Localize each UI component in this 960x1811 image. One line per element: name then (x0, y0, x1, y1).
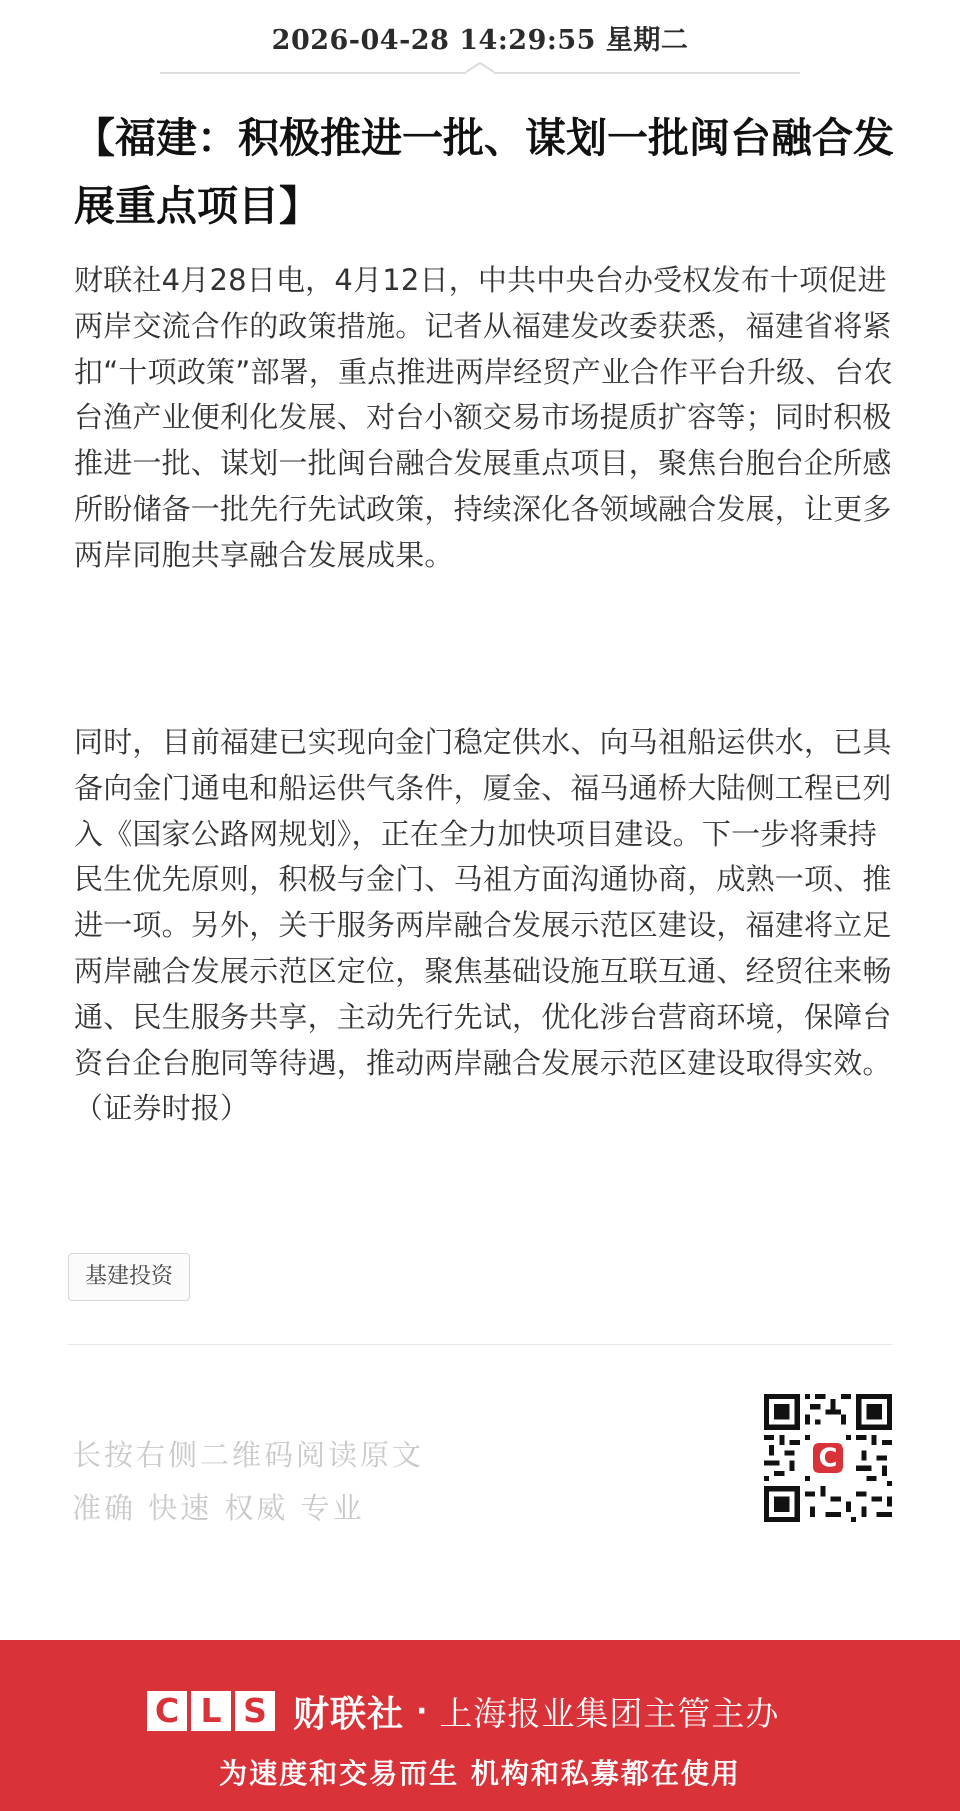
article-headline: 【福建：积极推进一批、谋划一批闽台融合发展重点项目】 (74, 114, 894, 230)
footer-slogan: 为速度和交易而生 机构和私募都在使用 (219, 1757, 741, 1790)
brand-name: 财联社 (293, 1693, 405, 1735)
logo-letter-c: C (147, 1691, 187, 1731)
promo-line-2: 准确 快速 权威 专业 (72, 1491, 365, 1525)
qr-code-icon[interactable] (764, 1394, 892, 1522)
article-paragraph-2: 同时，目前福建已实现向金门稳定供水、向马祖船运供水，已具备向金门通电和船运供气条件，厦金、福马通桥大陆侧工程已列入《国家公路网规划》，正在全力加快项目建设。下一步将秉持民生优先原则，积极与金门、马祖方面沟通协商，成熟一项、推进一项。另外，关于服务两岸融合发展示范区建设，福建将立足两岸融合发展示范区定位，聚焦基础设施互联互通、经贸往来畅通、民生服务共享，主动先行先试，优化涉台营商环境，保障台资台企台胞同等待遇，推动两岸融合发展示范区建设取得实效。（证券时报） (74, 725, 892, 1126)
section-divider (68, 1344, 892, 1345)
promo-line-1: 长按右侧二维码阅读原文 (72, 1438, 425, 1472)
date-header: 2026-04-28 14:29:55 星期二 (271, 25, 689, 56)
brand-owner: 上海报业集团主管主办 (439, 1693, 780, 1733)
divider-notch-icon (466, 62, 494, 76)
date-divider-right (494, 72, 800, 74)
svg-text:C: C (818, 1443, 838, 1474)
footer-banner (0, 1640, 960, 1811)
topic-tag[interactable]: 基建投资 (68, 1253, 190, 1301)
date-divider-left (160, 72, 466, 74)
logo-letter-l: L (191, 1691, 231, 1731)
cls-logo (147, 1690, 780, 1735)
logo-letter-s: S (235, 1691, 275, 1731)
brand-separator: · (416, 1693, 428, 1729)
article-paragraph-1: 财联社4月28日电，4月12日，中共中央台办受权发布十项促进两岸交流合作的政策措施。记者从福建发改委获悉，福建省将紧扣“十项政策”部署，重点推进两岸经贸产业合作平台升级、台农台渔产业便利化发展、对台小额交易市场提质扩容等；同时积极推进一批、谋划一批闽台融合发展重点项目，聚焦台胞台企所感所盼储备一批先行先试政策，持续深化各领域融合发展，让更多两岸同胞共享融合发展成果。 (74, 263, 893, 572)
